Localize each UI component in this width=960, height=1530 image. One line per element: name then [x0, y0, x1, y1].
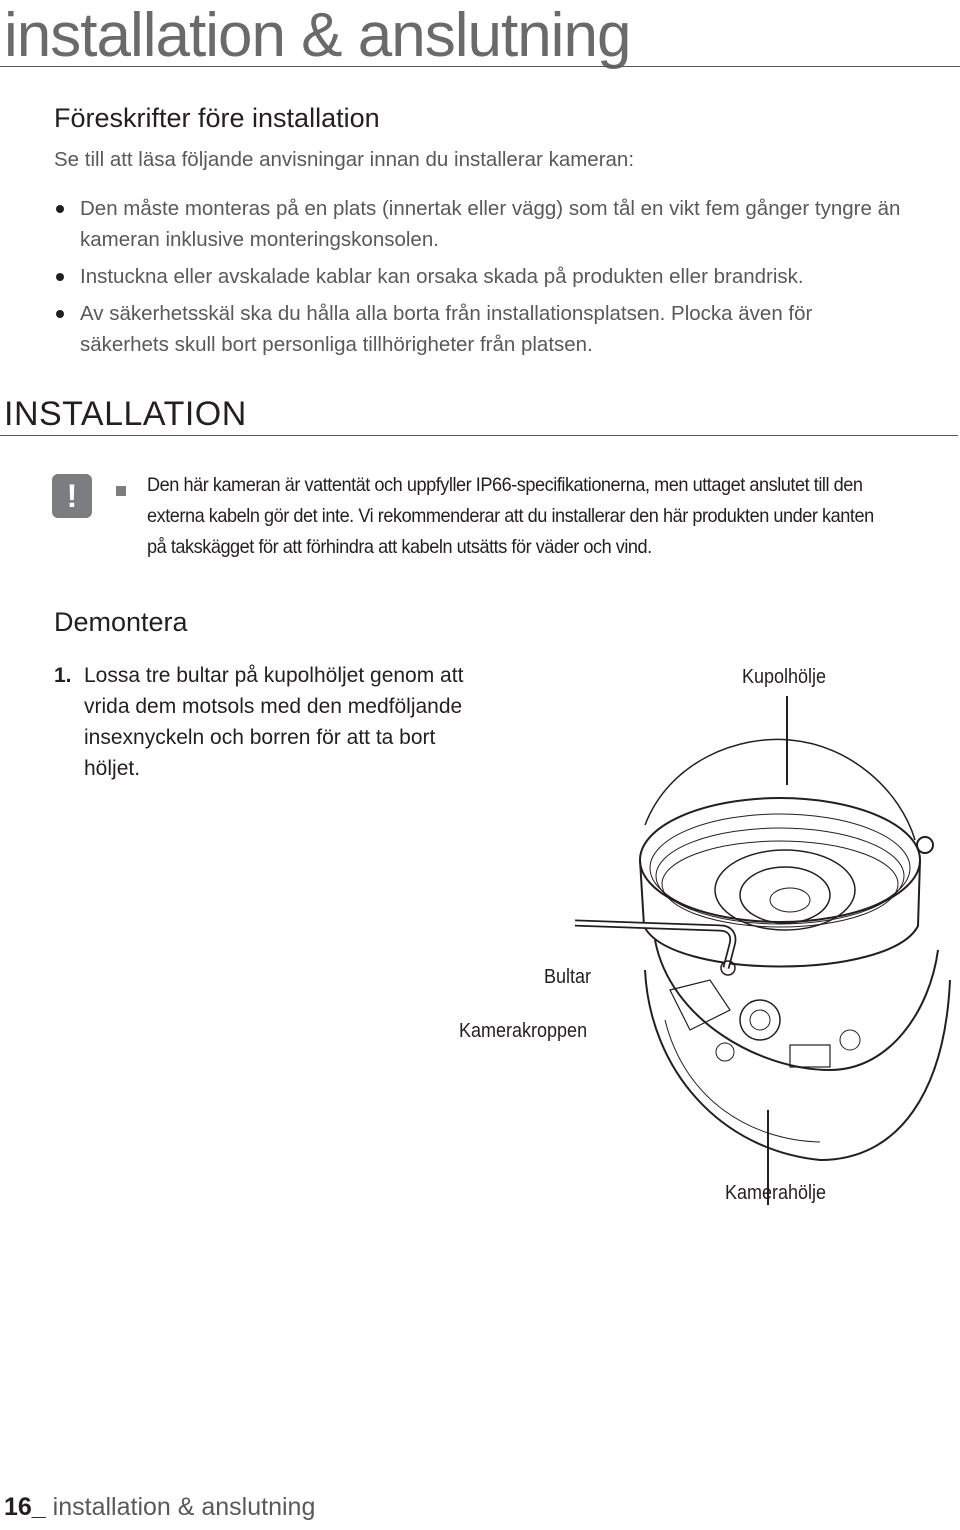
- callout-bolts: Bultar: [544, 966, 592, 988]
- dome-outline: [645, 739, 915, 840]
- camera-housing-outline: [645, 970, 950, 1160]
- note-marker-icon: [116, 486, 126, 496]
- chapter-title: installation & anslutning: [4, 1, 631, 70]
- video-port: [790, 1045, 830, 1067]
- precautions-list: [54, 193, 934, 366]
- page-number: 16_: [4, 1493, 46, 1521]
- bullet-icon: [56, 205, 64, 213]
- step-text: Lossa tre bultar på kupolhöljet genom att vrida dem motsols med den medföljande insexnyckeln och borren för att ta bort höljet.: [84, 664, 464, 780]
- callout-camera-body: Kamerakroppen: [459, 1020, 588, 1042]
- installation-rule: [0, 435, 958, 436]
- demontera-heading: Demontera: [54, 607, 188, 637]
- list-item: Av säkerhetsskäl ska du hålla alla borta från installationsplatsen. Plocka även för säkerhets skull bort personliga tillhörigheter från platsen.: [54, 298, 860, 360]
- installation-heading: INSTALLATION: [4, 395, 247, 433]
- dome-camera-illustration: [560, 690, 960, 1230]
- lens: [740, 867, 830, 923]
- lens-housing: [715, 850, 855, 930]
- header-rule: [0, 66, 960, 67]
- hex-key: [575, 923, 733, 968]
- list-item: Den måste monteras på en plats (innertak eller vägg) som tål en vikt fem gånger tyngre än kameran inklusive monteringskonsolen.: [54, 193, 934, 255]
- list-item: Instuckna eller avskalade kablar kan orsaka skada på produkten eller brandrisk.: [54, 261, 934, 292]
- installation-note: Den här kameran är vattentät och uppfyller IP66-specifikationerna, men uttaget anslutet till den externa kabeln gör det inte. Vi rekommenderar att du installerar den här produkten under kanten på takskägget för att förhindra att kabeln utsätts för väder och vind.: [147, 474, 874, 558]
- step-number: 1.: [54, 664, 72, 687]
- camera-body-outline: [655, 940, 938, 1070]
- caution-icon: !: [52, 474, 92, 518]
- bolt-screw: [917, 837, 933, 853]
- precautions-intro: Se till att läsa följande anvisningar innan du installerar kameran:: [54, 148, 635, 171]
- page-footer: [4, 1491, 315, 1523]
- callout-dome-cover: Kupolhölje: [742, 666, 827, 688]
- connector-block: [670, 980, 730, 1030]
- footer-section: installation & anslutning: [52, 1493, 316, 1521]
- bullet-icon: [56, 273, 64, 281]
- bullet-icon: [56, 310, 64, 318]
- adjustment-knob: [740, 1000, 780, 1040]
- callout-camera-housing: Kamerahölje: [725, 1182, 827, 1204]
- precautions-heading: Föreskrifter före installation: [54, 103, 380, 133]
- dome-side: [640, 860, 920, 967]
